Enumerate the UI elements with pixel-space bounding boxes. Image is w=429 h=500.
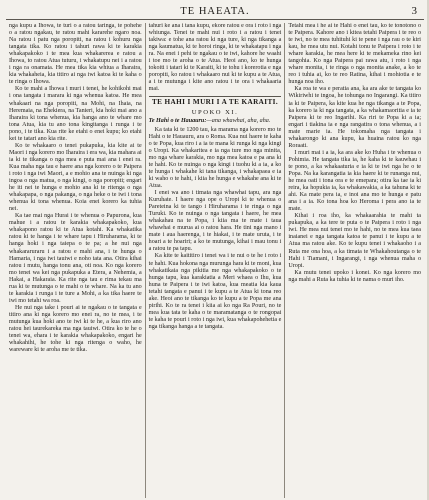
section-heading: TE HAHI I MURI I A TE KARAITI. [151,98,279,107]
paragraph: Ka kite te kaititiro i tenei wa i te nui o te he i roto i te hahi. Kua hokona nga murunga hara ki te moni, kua whakatikaia nga pikitia me nga whakapakoko o te hunga tapu, kua karakiatia a Meri whaea o Ihu, kua huna te Paipera i te iwi katoa, kua meatia kia kaua tetahi tangata e panui i te kupu a te Atua ki tona reo ake. Heoi ano te tikanga ko te kupu a te Popa me ana pirihi. Ko te ra tenei i kiia ai ko nga Ra Pouri, no te mea kua tata te kaha o te maramatanga o te rongopai te kaha te pouri i roto i nga iwi, kua whakapohehetia e nga tikanga hanga a te tangata. [148,253,282,330]
paragraph: Ka tata ki te 1200 tau, ka marama nga korero mo te Hahi o te Hauauru, ara o Roma. Kua nui haere te kaha o te Popa, kua riro i a ia te mana ki runga ki nga kingi o Uropi. Ka whakaritea e ia nga ture mo nga minita, mo nga whare karakia, mo nga mea katoa e pa ana ki te hahi. Ko te nuinga o nga kingi i tuohu ki a ia, a ko te hunga i whakahe ki tana tikanga, i whakapaea e ia ki waho o te hahi, i kiia he hunga e whakahe ana ki te Atua. [148,126,282,189]
paragraph: nga kupu a Ihowa, te turi o a ratou taringa, te pohehe o a ratou ngakau, te ratou mahi kararehe ngaro noa. Na ratou i patu nga poropiti, na ratou i kohuru nga tangata tika. Ko ratou i tahuri rawa ki te karakia whakapakoko i te mea kua whakarerea e ratou a Ihowa, to ratou Atua tuturu, i whakatupu nei i a ratou i nga ra onamata. He mea tika kia whiua a Iharaira, kia whakaheia, kia titiro ai nga iwi katoa ki te kaha o te ringa o Ihowa. [9,23,142,86]
running-header [6,4,424,18]
newspaper-page [6,4,424,498]
publication-title: TE HAEATA. [180,6,250,17]
paragraph: He nui nga take i pouri ai te ngakau o te tangata e titiro ana ki nga korero mo enei ra, no te mea, i te mutunga kua hoki ano te iwi ki te he, a kua riro ano ratou hei taurekareka ma nga tauiwi. Otira ko te he o tenei wa, ehara i te karakia whakapakoko, engari he whakahihi, he tohe ki nga ritenga o waho, he wareware ki te aroha me te tika. [9,304,142,354]
chapter-heading: UPOKO XI. [191,108,239,116]
header-rule [6,19,424,20]
paragraph: Tetahi mea i he ai te Hahi o enei tau, ko te tonotono o te Paipera. Kahore ano i kitea tetahi Paipera i te reo o te iwi, no te mea tuhituhi ki te pene i nga rau o te kiri kau, he mea utu nui. Kotahi tonu te Paipera i roto i te whare karakia, he mea here ki te mekameka rino kei tangohia. Ko nga Paipera pai rawa atu, i roto i nga whare monita, i te ringa o nga monita anake, a ko te reo i tuhia ai, ko te reo Ratina, kihai i mohiotia e te hunga noa iho. [288,23,422,86]
paragraph: Ka tae mai nga Hurai i te whenua o Papurona, kua mahue i a ratou te karakia whakapakoko, kua whakapono ratou ki te Atua kotahi. Ka whakatika ratou ki te hanga i te whare tapu i Hiruharama, ki te hanga hoki i nga taiepa o te pa; a he nui nga whakararuraru i a ratou e mahi ana, i te hunga o Hamaria, i nga iwi tauiwi e noho tata ana. Otira kihai ratou i mutu, hanga tonu ana, oti noa. Ko nga korero mo tenei wa kei nga pukapuka a Etera, a Nehemia, a Hakai, a Hakaraia. Ka rite nga tau e rima tekau ma rua ki te mutunga o te mahi o te whare. Na ka tu ano te karakia i runga i te ture a Mohi, a ka tika haere te iwi mo tetahi wa roa. [9,213,142,304]
paragraph: Ko te whakaaro o tenei pukapuka, kia kite ai te Maori i nga korero mo Iharaira i era wa, kia mahara ai ia ki te tikanga o nga mea e puta mai ana i enei ra. Kua maha nga tau e haere ana nga korero o te Paipera i roto i nga iwi Maori, a e mohio ana te nuinga ki nga ingoa o nga matua, o nga kingi, o nga poropiti; engari he iti nei te hunga e mohio ana ki te ritenga o nga whakapapa, o nga pakanga, o nga heke o te iwi i tona whenua ki tona whenua. Koia enei korero ka tuhia nei. [9,142,142,213]
chapter-summary-rest: —ana whawhai, aha, aha. [206,117,271,124]
paragraph: Kihai i roa iho, ka whakaarahia te mahi ta pukapuka, a ka tere te puta o te Paipera i roto i nga iwi. He mea nui tenei mo te hahi, no te mea kua taea inaianei e nga tangata katoa te panui i te kupu a te Atua ma ratou ake. Ko te kupu tenei i whakaoho i a Ruta me ona hoa, a ka timata te Whakahoutanga o te Hahi i Tiamani, i Ingarangi, i nga whenua maha o Uropi. [288,213,422,269]
column-middle [145,23,285,498]
page-number: 3 [411,5,418,17]
section-divider [149,96,282,97]
paragraph: Ko te mahi a Ihowa i muri i tenei, he kohikohi mai i ona tangata i marara ki nga whenua katoa. He mea whakaari na nga poropiti, na Mohi, na Ihaia, na Heremaia, na Ehekiera, na Tanieri, kia hoki mai ano a Iharaira ki tona whenua, kia hanga ano te whare mo tona Atua, kia tu ano tona kingitanga i runga i te pono, i te tika. Kua rite ke etahi o enei kupu; ko etahi kei te tatari ano kia rite. [9,86,142,142]
chapter-summary [149,118,282,125]
paragraph: Ka mutu tenei upoko i konei. Ko nga korero mo nga mahi a Ruta ka tuhia ki te nama o muri iho. [288,269,422,283]
paragraph: I enei wa ano i timata nga whawhai tapu, ara nga Kuruhate. I haere nga ope o Uropi ki te whenua o Pareteina ki te tango i Hiruharama i te ringa o nga Turuki. Ko te nuinga o nga tangata i haere, he mea whakahau na te Popa, i kiia ma te mate i taua whawhai e murua ai o ratou hara. He tini nga mano i mate i aua haerenga, i te hiakai, i te mate uruta, i te hoari a te hoariri; a ko te mutunga, kihai i mau tonu i a ratou te pa tapu. [148,190,282,253]
paragraph: Ka roa te wa e peratia ana, ka ara ake te tangata ko Wikiriwhi te ingoa, he tohunga no Ingarangi. Ka titiro ia ki te Paipera, ka kite kua he nga tikanga a te Popa, ka korero ia ki nga tangata, a ka whakamaoritia e ia te Paipera ki te reo Ingarihi. Ka riri te Popa ki a ia; engari i tiakina ia e nga rangatira o tona whenua, a i mate marie ia. He tokomaha nga tangata i whakarongo ki ana kupu, ka huaina ratou ko nga Roraati. [288,86,422,149]
paragraph: tahuri ke ana i tana kupu, ekore ratou e ora i roto i nga whiunga. Tenei te mahi nui i roto i a ratou i tenei takiwa: e tohe ana ratou ki nga ture, ki nga tikanga a nga kaumatua, ki te horoi ringa, ki te whakatapu i nga ra. Na enei i pehi te ngakau o te iwi, kahore he waahi i toe mo te aroha o te Atua. Heoi ano, ko te hunga tokoiti i tatari ki te Karaiti, ki te tohu i korerotia e nga poropiti, ko ratou i whakaaro nui ki te kupu a te Atua, a i te mutunga i kite ano ratou i te ora i whakaaria mai. [148,23,282,93]
column-right [284,23,424,498]
text-columns [6,23,424,498]
chapter-summary-lead: Te Hahi o te Hauauru: [148,117,207,124]
column-left [6,23,145,498]
paragraph: I muri mai i a ia, ka ara ake ko Huha i te whenua o Pohimia. He tangata tika ia, he kaha ki te kauwhau i te pono, a ka whakaaturia e ia ki te iwi nga he o te Popa. Na ka karangatia ia kia haere ki te runanga nui, he mea oati i tona ora e te emepara; otira ka tae ia ki reira, ka hopukia ia, ka whakawakia, a ka tahuna ki te ahi. Ka mate pera ia, e inoi ana mo te hunga e patu ana i a ia. Ko tona hoa ko Heroma i pera ano ia te mate. [288,149,422,213]
